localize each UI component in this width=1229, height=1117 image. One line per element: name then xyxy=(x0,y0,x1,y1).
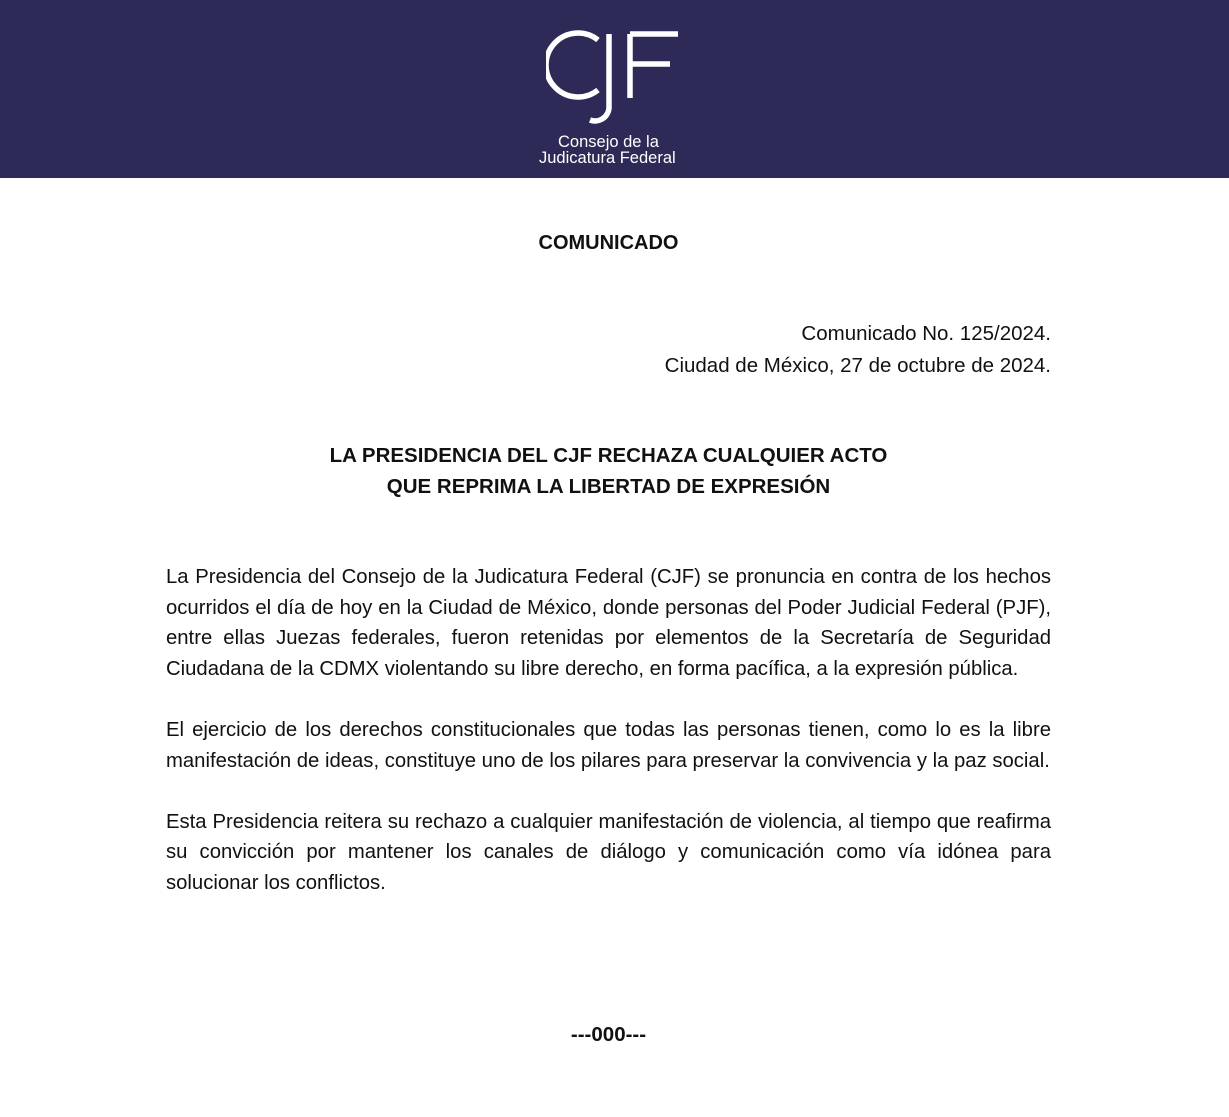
logo-text-line-1: Consejo de la xyxy=(558,133,659,151)
header-banner xyxy=(0,0,1229,178)
document-place-date: Ciudad de México, 27 de octubre de 2024. xyxy=(664,354,1051,377)
logo-text-line-2: Judicatura Federal xyxy=(539,149,676,167)
body-paragraph-1: La Presidencia del Consejo de la Judicatura Federal (CJF) se pronuncia en contra de los hechos ocurridos el día de hoy en la Ciudad de México, donde personas del Poder Judicial Federal (PJF), entre ellas Juezas federales, fueron retenidas por elementos de la Secretaría de Seguridad Ciudadana de la CDMX violentando su libre derecho, en forma pacífica, a la expresión pública. xyxy=(166,566,1051,680)
headline-line-2: QUE REPRIMA LA LIBERTAD DE EXPRESIÓN xyxy=(386,475,831,498)
document-title: COMUNICADO xyxy=(538,232,679,254)
document-number: Comunicado No. 125/2024. xyxy=(801,322,1051,345)
document-body xyxy=(166,562,1051,929)
cjf-logo xyxy=(0,0,1229,178)
headline-line-1: LA PRESIDENCIA DEL CJF RECHAZA CUALQUIER ACTO xyxy=(329,444,888,467)
body-paragraph-2: El ejercicio de los derechos constitucionales que todas las personas tienen, como lo es la libre manifestación de ideas, constituye uno de los pilares para preservar la convivencia y la paz social. xyxy=(166,718,1051,772)
document-meta xyxy=(665,318,1051,382)
closing-mark: ---000--- xyxy=(570,1023,647,1046)
body-paragraph-3: Esta Presidencia reitera su rechazo a cualquier manifestación de violencia, al tiempo que reafirma su convicción por mantener los canales de diálogo y comunicación como vía idónea para solucionar los conflictos. xyxy=(166,810,1051,894)
headline xyxy=(0,440,1217,502)
cjf-monogram xyxy=(546,28,680,130)
